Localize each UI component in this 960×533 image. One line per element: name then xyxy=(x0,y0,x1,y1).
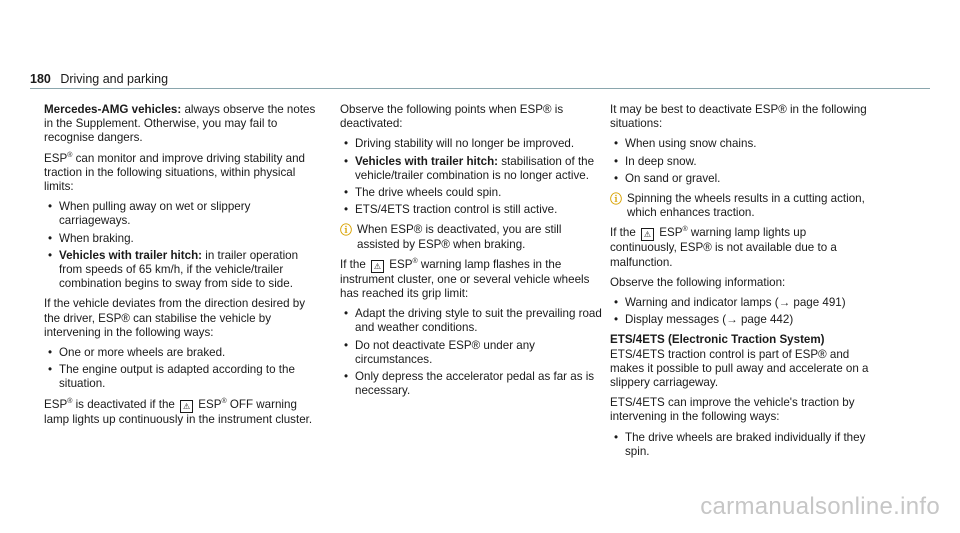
list-item-link[interactable]: • Warning and indicator lamps (→ page 491) xyxy=(610,296,872,310)
section-heading: ETS/4ETS (Electronic Traction System) xyxy=(610,333,825,347)
list-item: • Driving stability will no longer be improved. xyxy=(340,137,602,151)
list-item: • When using snow chains. xyxy=(610,137,872,151)
page-number: 180 xyxy=(30,72,51,86)
text: always observe the notes in the Supplement. Otherwise, you may fail to recognise dangers. xyxy=(44,103,316,145)
list xyxy=(340,307,602,398)
list-item: • Adapt the driving style to suit the prevailing road and weather conditions. xyxy=(340,307,602,335)
list-item: • One or more wheels are braked. xyxy=(44,346,324,360)
registered-mark: ® xyxy=(67,397,73,405)
text: If the xyxy=(340,257,370,271)
esp-off-warning-lamp-icon: ⚠ xyxy=(180,400,193,413)
list-item: • The engine output is adapted according to the situation. xyxy=(44,363,324,391)
note-text: When ESP® is deactivated, you are still assisted by ESP® when braking. xyxy=(357,223,562,251)
registered-mark: ® xyxy=(412,257,418,265)
text: in trailer operation from speeds of 65 km/h, if the vehicle/trailer combination begins to sway from side to side. xyxy=(59,248,299,291)
text: warning lamp lights up continuously, ESP® is not available due to a malfunction. xyxy=(610,226,837,269)
column-3 xyxy=(610,103,872,465)
paragraph xyxy=(340,258,602,301)
text: ESP xyxy=(656,226,683,240)
list-item: • When pulling away on wet or slippery carriageways. xyxy=(44,200,324,228)
text: ESP xyxy=(44,397,68,411)
list xyxy=(610,137,872,186)
note xyxy=(610,192,872,220)
list xyxy=(44,200,324,291)
list-item: • When braking. xyxy=(44,232,324,246)
list xyxy=(610,431,872,459)
paragraph: It may be best to deactivate ESP® in the following situations: xyxy=(610,103,867,131)
text: OFF warning lamp lights up continuously in the instrument cluster. xyxy=(44,397,313,426)
text: can monitor and improve driving stability and traction in the following situations, within physical limits: xyxy=(44,151,306,194)
section-title: Driving and parking xyxy=(60,72,169,86)
list-item: • In deep snow. xyxy=(610,155,872,169)
list xyxy=(44,346,324,392)
column-2 xyxy=(340,103,602,404)
registered-mark: ® xyxy=(67,151,73,159)
note xyxy=(340,223,602,251)
text: ESP xyxy=(195,397,222,411)
list-item: • ETS/4ETS traction control is still active. xyxy=(340,203,602,217)
list-item: • On sand or gravel. xyxy=(610,172,872,186)
text: warning lamp flashes in the instrument cluster, one or several vehicle wheels has reached its grip limit: xyxy=(340,257,590,301)
registered-mark: ® xyxy=(221,397,227,405)
registered-mark: ® xyxy=(682,226,688,234)
list xyxy=(340,137,602,217)
page-header xyxy=(30,72,168,86)
list-item: • Only depress the accelerator pedal as far as is necessary. xyxy=(340,370,602,398)
text: is deactivated if the xyxy=(72,397,179,411)
paragraph: ETS/4ETS traction control is part of ESP® and makes it possible to pull away and accelerate on a slippery carriageway. xyxy=(610,347,869,390)
bold-lead: Vehicles with trailer hitch: xyxy=(355,154,499,168)
paragraph: Observe the following points when ESP® is deactivated: xyxy=(340,103,564,131)
paragraph: Observe the following information: xyxy=(610,275,786,289)
column-1 xyxy=(44,103,324,433)
list xyxy=(610,296,872,327)
list-item-link[interactable]: • Display messages (→ page 442) xyxy=(610,313,872,327)
esp-warning-lamp-icon: ⚠ xyxy=(641,228,654,241)
list-item: • The drive wheels could spin. xyxy=(340,186,602,200)
esp-warning-lamp-icon: ⚠ xyxy=(371,260,384,273)
bold-lead: Vehicles with trailer hitch: xyxy=(59,248,203,262)
header-rule xyxy=(30,88,930,89)
info-note-icon: ⓘ xyxy=(340,223,353,238)
paragraph: If the vehicle deviates from the direction desired by the driver, ESP® can stabilise the vehicle by intervening in the following ways: xyxy=(44,297,305,339)
text: If the xyxy=(610,226,640,240)
text: ESP xyxy=(386,257,413,271)
paragraph: ETS/4ETS can improve the vehicle's traction by intervening in the following ways: xyxy=(610,396,855,424)
paragraph xyxy=(610,226,872,269)
list-item: • Do not deactivate ESP® under any circumstances. xyxy=(340,339,602,367)
watermark: carmanualsonline.info xyxy=(700,493,940,520)
paragraph xyxy=(44,103,324,146)
text: stabilisation of the vehicle/trailer combination is no longer active. xyxy=(355,154,595,182)
info-note-icon: ⓘ xyxy=(610,192,623,207)
text: ESP xyxy=(44,151,68,165)
bold-lead: Mercedes-AMG vehicles: xyxy=(44,103,182,116)
list-item xyxy=(44,249,324,292)
list-item: • The drive wheels are braked individually if they spin. xyxy=(610,431,872,459)
note-text: Spinning the wheels results in a cutting action, which enhances traction. xyxy=(627,192,865,220)
paragraph xyxy=(44,398,324,427)
paragraph xyxy=(44,152,324,195)
list-item xyxy=(340,155,602,183)
